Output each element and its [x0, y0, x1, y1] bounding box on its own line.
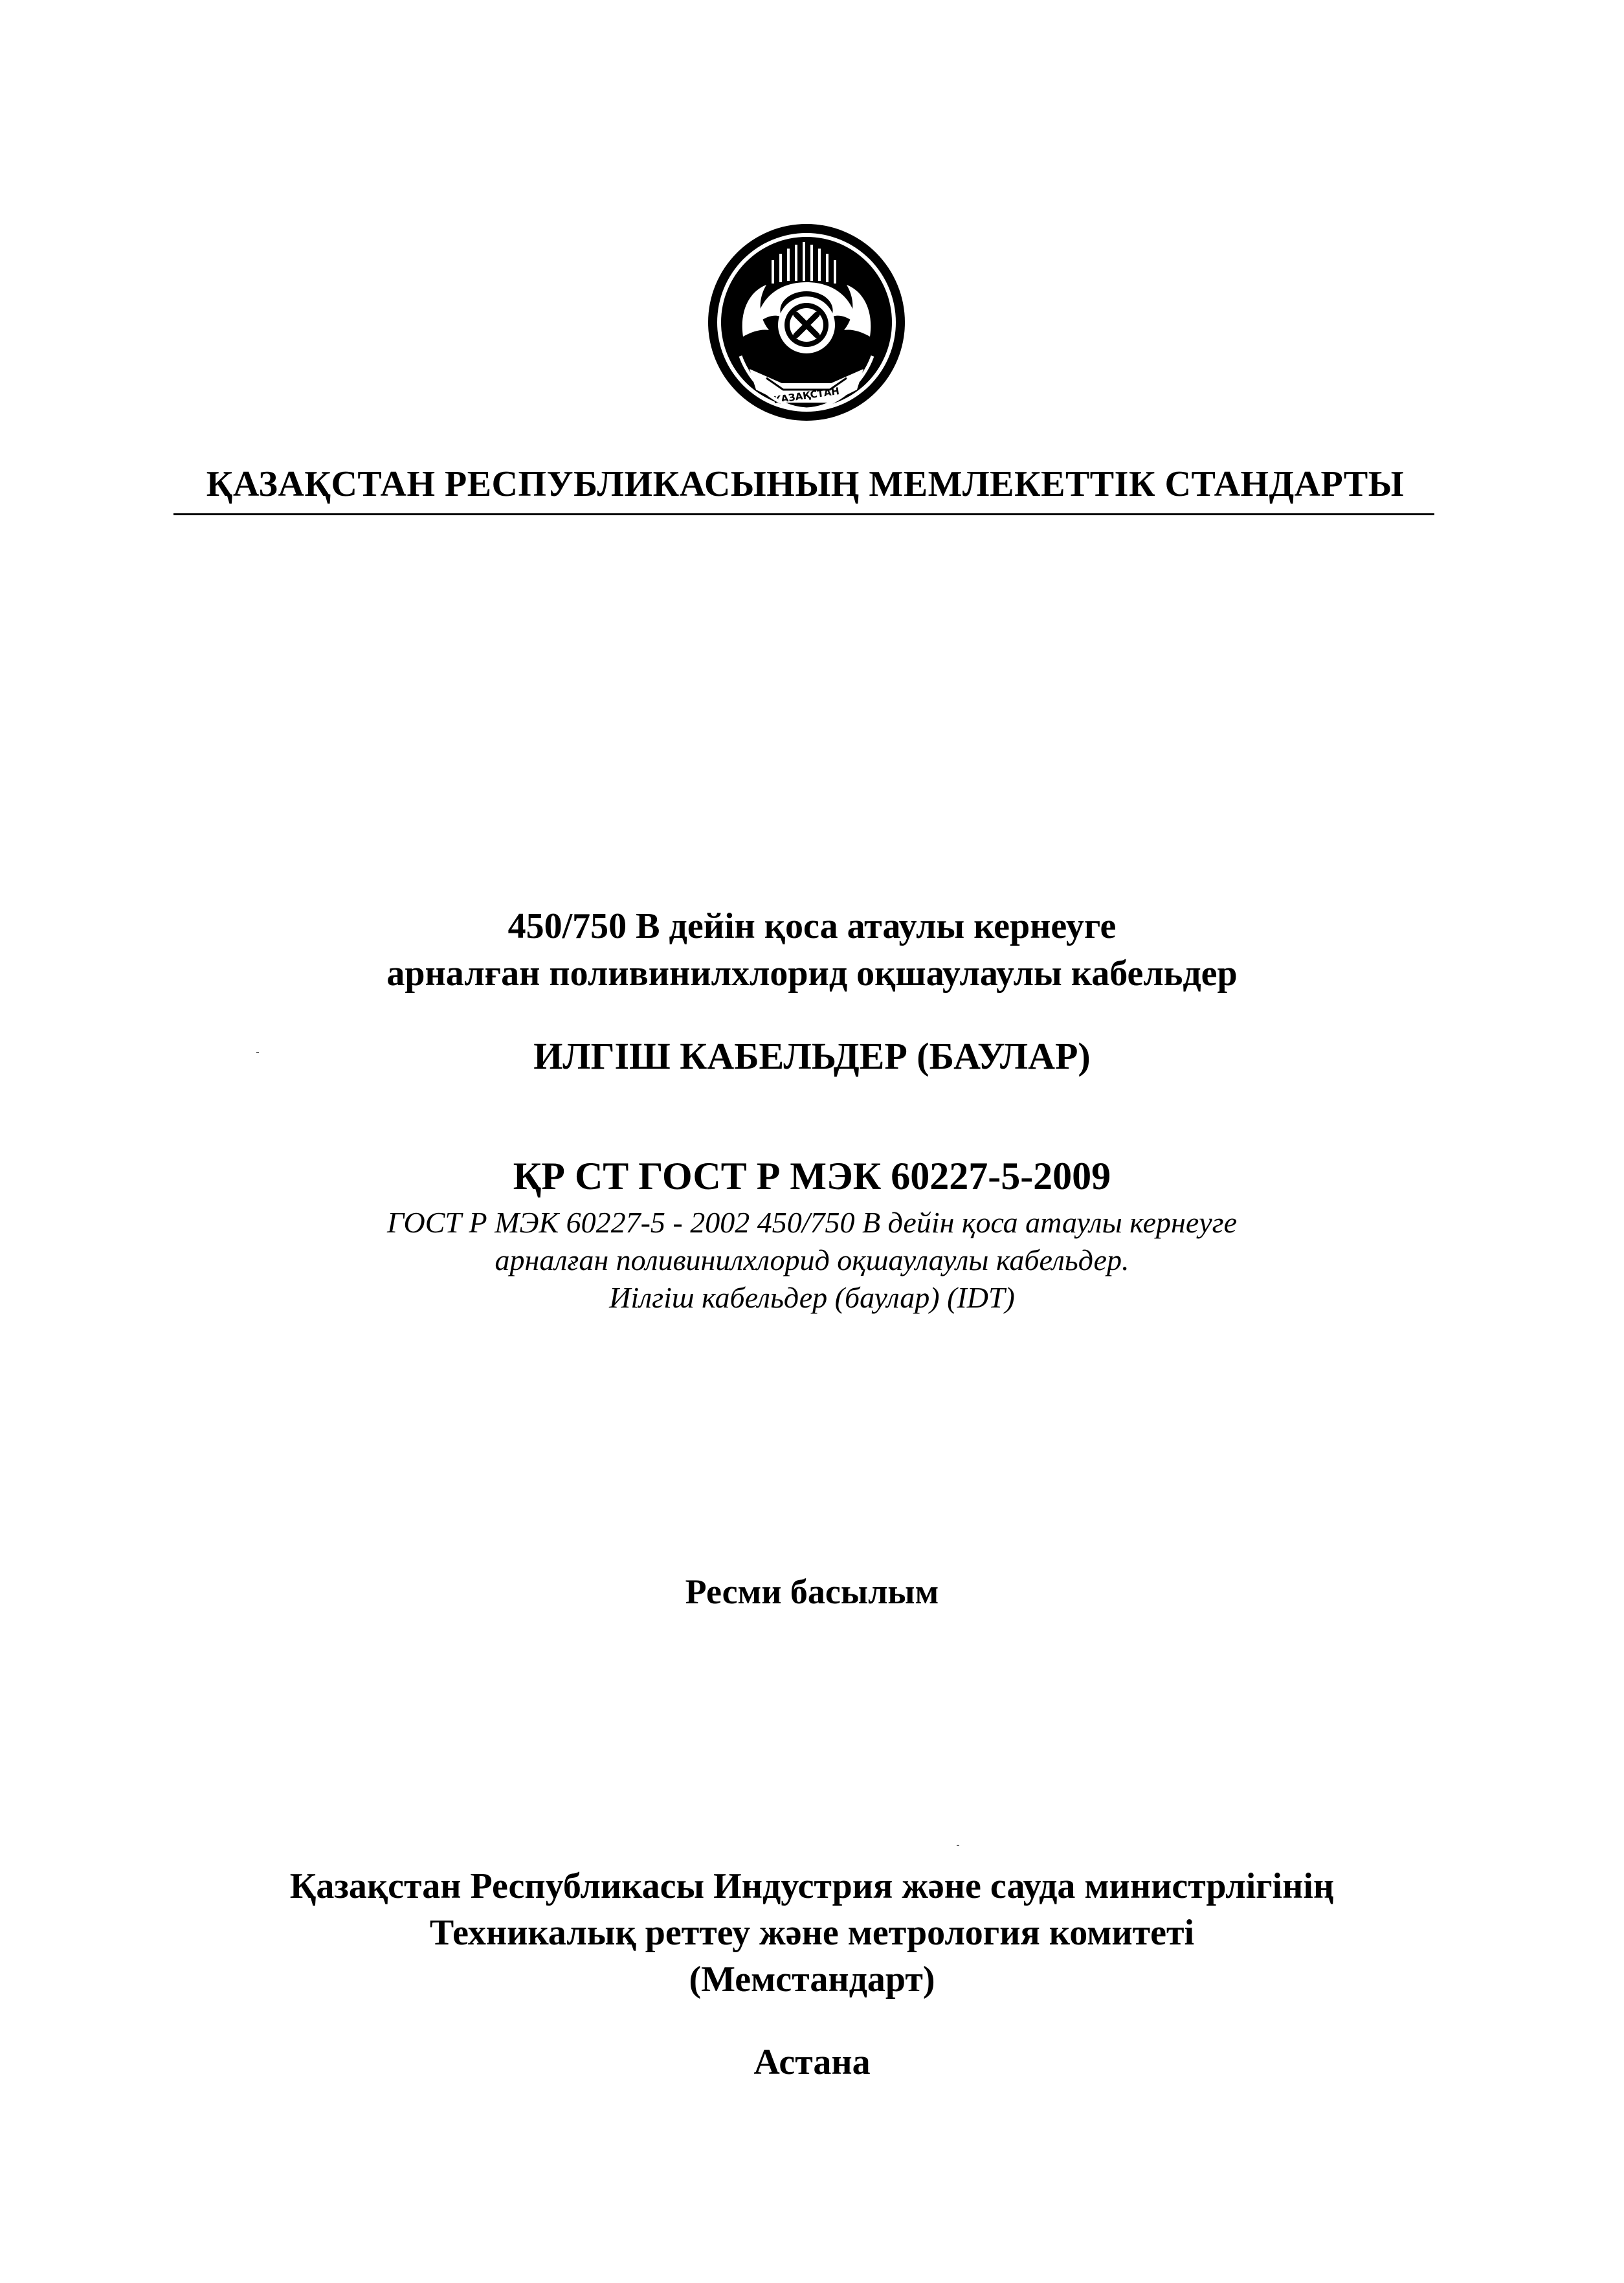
reference-line-3: Иілгіш кабельдер (баулар) (IDT) — [609, 1281, 1015, 1314]
reference-line-1: ГОСТ Р МЭК 60227-5 - 2002 450/750 В дейін қоса атаулы кернеуге — [386, 1206, 1238, 1239]
state-emblem-icon — [704, 220, 909, 425]
publisher-line-2: Техникалық реттеу және метрология комитеті — [429, 1913, 1195, 1953]
publication-city: Астана — [753, 2042, 871, 2082]
standard-designation: ҚР СТ ГОСТ Р МЭК 60227-5-2009 — [513, 1155, 1111, 1197]
edition-label: Ресми басылым — [685, 1572, 939, 1611]
document-title-line-1: 450/750 В дейін қоса атаулы кернеуге — [507, 906, 1117, 946]
svg-text:ҚАЗАҚСТАН: ҚАЗАҚСТАН — [772, 384, 840, 406]
document-subtitle: ИЛГІШ КАБЕЛЬДЕР (БАУЛАР) — [533, 1035, 1091, 1077]
header-underline — [173, 513, 1434, 515]
scan-speck — [957, 1845, 959, 1846]
reference-line-2: арналған поливинилхлорид оқшаулаулы кабельдер. — [495, 1243, 1129, 1276]
header-title: ҚАЗАҚСТАН РЕСПУБЛИКАСЫНЫҢ МЕМЛЕКЕТТІК СТАНДАРТЫ — [206, 464, 1405, 504]
document-title-line-2: арналған поливинилхлорид оқшаулаулы кабельдер — [386, 953, 1238, 994]
publisher-line-1: Қазақстан Республикасы Индустрия және сауда министрлігінің — [289, 1866, 1335, 1906]
publisher-line-3: (Мемстандарт) — [689, 1959, 935, 1999]
scan-speck — [256, 1052, 259, 1053]
